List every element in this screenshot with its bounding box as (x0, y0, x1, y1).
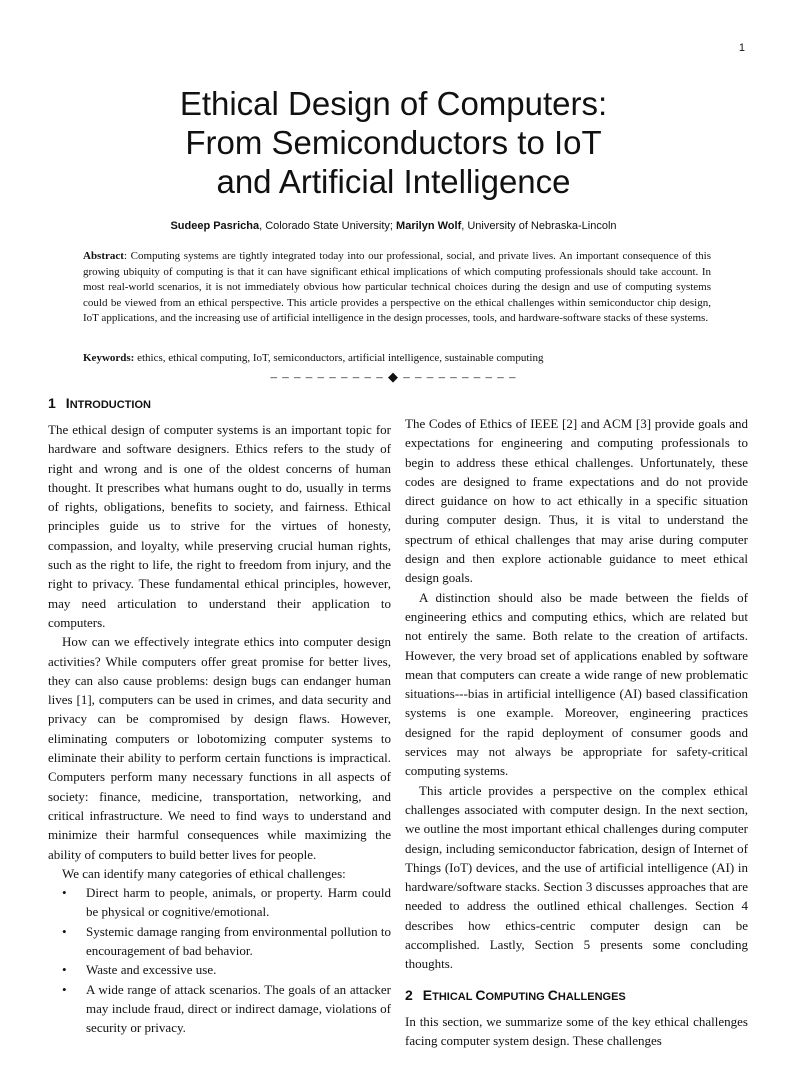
title-line-3: and Artificial Intelligence (216, 163, 571, 200)
right-column (405, 392, 748, 1050)
section-1-paragraph-4: The Codes of Ethics of IEEE [2] and ACM [3] provide goals and expectations for engineering and computing professionals to begin to address these ethical challenges. Unfortunately, these codes are designed to frame expectations and do not provide direct guidance on how to act ethically in a specific situation during computer design. Thus, it is vital to understand the spectrum of ethical challenges that may arise during computer design and then explore actionable guidance to meet ethical design goals. (405, 416, 748, 586)
list-item (48, 960, 391, 979)
section-2-title-part: E (422, 986, 433, 1003)
author-affiliation-2: , University of Nebraska-Lincoln (461, 220, 617, 232)
bullet-icon: • (62, 923, 67, 939)
abstract-label: Abstract (83, 250, 124, 262)
author-name-2: Marilyn Wolf (396, 220, 462, 232)
list-item (48, 883, 391, 922)
page-number: 1 (738, 42, 745, 54)
challenge-list (48, 883, 391, 1037)
bullet-icon: • (62, 962, 67, 978)
list-item (48, 980, 391, 1038)
title-line-2: From Semiconductors to IoT (185, 124, 602, 161)
section-1-paragraph-2: How can we effectively integrate ethics into computer design activities? While computers offer great promise for better lives, they can also cause problems: design bugs can endanger human lives [1], computers can be used in crimes, and data security and privacy can be compromised by design flaws. However, eliminating computers or lobotomizing computer systems to eliminate their ability to perform certain functions is impractical. Computers perform many necessary functions in all aspects of society: finance, medicine, transportation, networking, and critical infrastructure. We need to find ways to understand and minimize their harmful consequences while maximizing the ability of computers to build better lives for people. (48, 634, 391, 862)
section-2-title-part: THICAL (432, 990, 476, 1003)
keywords-text: ethics, ethical computing, IoT, semiconductors, artificial intelligence, sustainable computing (134, 352, 544, 364)
section-1-paragraph-3: We can identify many categories of ethical challenges: (62, 865, 346, 881)
bullet-icon: • (62, 885, 67, 901)
section-1-heading (48, 392, 391, 414)
section-2-title-part: C (475, 986, 486, 1003)
left-column (48, 392, 391, 1038)
section-2-title-part: C (547, 986, 558, 1003)
title-line-1: Ethical Design of Computers: (179, 85, 608, 122)
list-item-text: Direct harm to people, animals, or property. Harm could be physical or cognitive/emotional. (86, 885, 391, 920)
section-1-paragraph-6: This article provides a perspective on the complex ethical challenges associated with computer design. In the next section, we outline the most important ethical challenges during computer design, including semiconductor fabrication, design of Internet of Things (IoT) devices, and the use of artificial intelligence (AI) in hardware/software stacks. Section 3 discusses approaches that are needed to address the outlined ethical challenges. Section 4 describes how ethics-centric computer design can be accomplished. Lastly, Section 5 presents some concluding thoughts. (405, 782, 748, 972)
list-item-text: Systemic damage ranging from environmental pollution to encouragement of bad behavior. (86, 923, 391, 959)
section-1-title-initial: I (65, 395, 70, 411)
section-1-title-rest: NTRODUCTION (69, 399, 151, 411)
section-2-number: 2 (405, 986, 413, 1003)
bullet-icon: • (62, 981, 67, 997)
author-affiliation-1: , Colorado State University; (259, 220, 397, 232)
list-item (48, 922, 391, 961)
section-separator: – – – – – – – – – – ◆ – – – – – – – – – – (270, 369, 517, 384)
section-2-paragraph-1: In this section, we summarize some of the key ethical challenges facing computer system design. These challenges (405, 1013, 748, 1048)
keywords-label: Keywords: (83, 352, 135, 364)
section-2-title-part: HALLENGES (557, 990, 626, 1003)
section-1-paragraph-5: A distinction should also be made between the fields of engineering ethics and computing ethics, which are related but not entirely the same. Both relate to the creation of artifacts. However, the very broad set of applications enabled by software mean that computers can create a wide range of new problematic situations---bias in artificial intelligence (AI) based classification systems is one example. Moreover, engineering practices designed for the rapid deployment of consumer goods and services may not always be appropriate for safety-critical computing systems. (405, 589, 748, 779)
abstract (83, 249, 711, 327)
author-name-1: Sudeep Pasricha (170, 220, 260, 232)
section-2-title-part: OMPUTING (485, 990, 548, 1003)
paper-title (0, 84, 787, 201)
author-line (0, 220, 787, 232)
section-2-heading (405, 984, 748, 1006)
section-1-number: 1 (48, 395, 56, 411)
list-item-text: A wide range of attack scenarios. The goals of an attacker may include fraud, direct or indirect damage, violations of security or privacy. (86, 981, 391, 1036)
section-1-paragraph-1: The ethical design of computer systems is an important topic for hardware and software designers. Ethics refers to the study of right and wrong and is one of the oldest concerns of human thought. It prescribes what humans ought to do, usually in terms of rights, obligations, benefits to society, and fairness. Ethical principles guide us to strive for the virtues of honesty, compassion, and loyalty, while preserving crucial human rights, such as the right to life, the right to freedom from injury, and the right to privacy. These fundamental ethical principles, however, may need articulation to understand their application to computers. (48, 422, 391, 630)
list-item-text: Waste and excessive use. (86, 962, 217, 978)
abstract-text: : Computing systems are tightly integrated today into our professional, social, and private lives. An important consequence of this growing ubiquity of computing is that it can have significant ethical implications of which computing professionals should take account. In most real-world scenarios, it is not immediately obvious how particular technical choices during the design and use of computing systems could be viewed from an ethical perspective. This article provides a perspective on the ethical challenges within semiconductor chip design, IoT applications, and the increasing use of artificial intelligence in the design processes, tools, and hardware-software stacks of these systems. (83, 250, 711, 325)
keywords (83, 351, 711, 366)
